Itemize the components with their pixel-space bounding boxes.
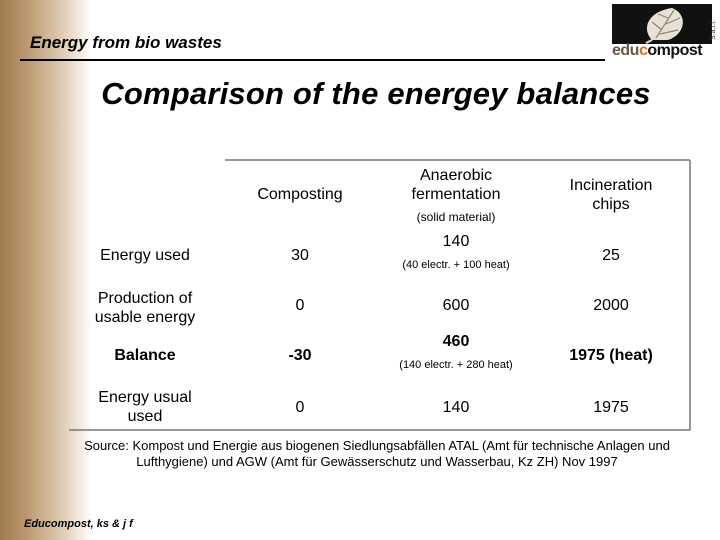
row-label-text: Production of usable energy xyxy=(94,289,196,326)
table-cell xyxy=(376,330,536,382)
row-label-energy-used: Energy used xyxy=(100,247,190,265)
table-cell: 1975 (heat) xyxy=(569,347,653,365)
table-cell: 25 xyxy=(602,247,620,265)
source-note: Source: Kompost und Energie aus biogenen Siedlungsabfällen ATAL (Amt für technische Anlagen und Lufthygiene) und AGW (Amt für Gewässerschutz und Wasserbau, Kz ZH) Nov 1997 xyxy=(84,438,670,470)
table-cell xyxy=(376,231,536,281)
table-cell: -30 xyxy=(288,347,312,365)
page-title: Comparison of the energey balances xyxy=(101,76,651,111)
row-label-balance: Balance xyxy=(114,347,176,365)
column-header-label: Incineration chips xyxy=(569,176,653,213)
logo-edu: edu xyxy=(612,42,639,59)
header-title: Energy from bio wastes xyxy=(30,33,222,52)
column-header-anaerobic xyxy=(376,160,536,230)
educompost-logo xyxy=(612,4,717,62)
table-cell: 30 xyxy=(291,247,309,265)
footer-credit: Educompost, ks & j f xyxy=(24,518,133,530)
cell-note: (40 electr. + 100 heat) xyxy=(402,259,510,271)
column-header-composting xyxy=(225,160,375,230)
logo-sarl: S.a.r.l. xyxy=(710,20,717,40)
table-cell: 0 xyxy=(295,399,305,417)
logo-c: c xyxy=(638,42,648,59)
logo-ompost: ompost xyxy=(647,42,703,59)
column-header-label: Composting xyxy=(257,186,343,204)
leaf-icon xyxy=(612,4,712,44)
row-label-text: Energy usual used xyxy=(98,388,192,425)
column-header-label: Anaerobic fermentation xyxy=(411,166,501,203)
header-divider xyxy=(20,59,605,61)
row-label-production xyxy=(70,283,220,333)
table-cell: 0 xyxy=(295,297,305,315)
table-cell: 1975 xyxy=(593,399,629,417)
row-label-energy-usual-used xyxy=(70,385,220,429)
cell-value: 140 xyxy=(442,232,470,250)
column-header-incineration xyxy=(536,160,686,230)
table-cell: 140 xyxy=(442,399,470,417)
table-cell: 2000 xyxy=(593,297,629,315)
table-cell: 600 xyxy=(442,297,470,315)
cell-value: 460 xyxy=(442,332,470,350)
cell-note: (140 electr. + 280 heat) xyxy=(399,359,513,371)
column-header-sub: (solid material) xyxy=(416,209,496,224)
logo-wordmark xyxy=(612,42,712,62)
